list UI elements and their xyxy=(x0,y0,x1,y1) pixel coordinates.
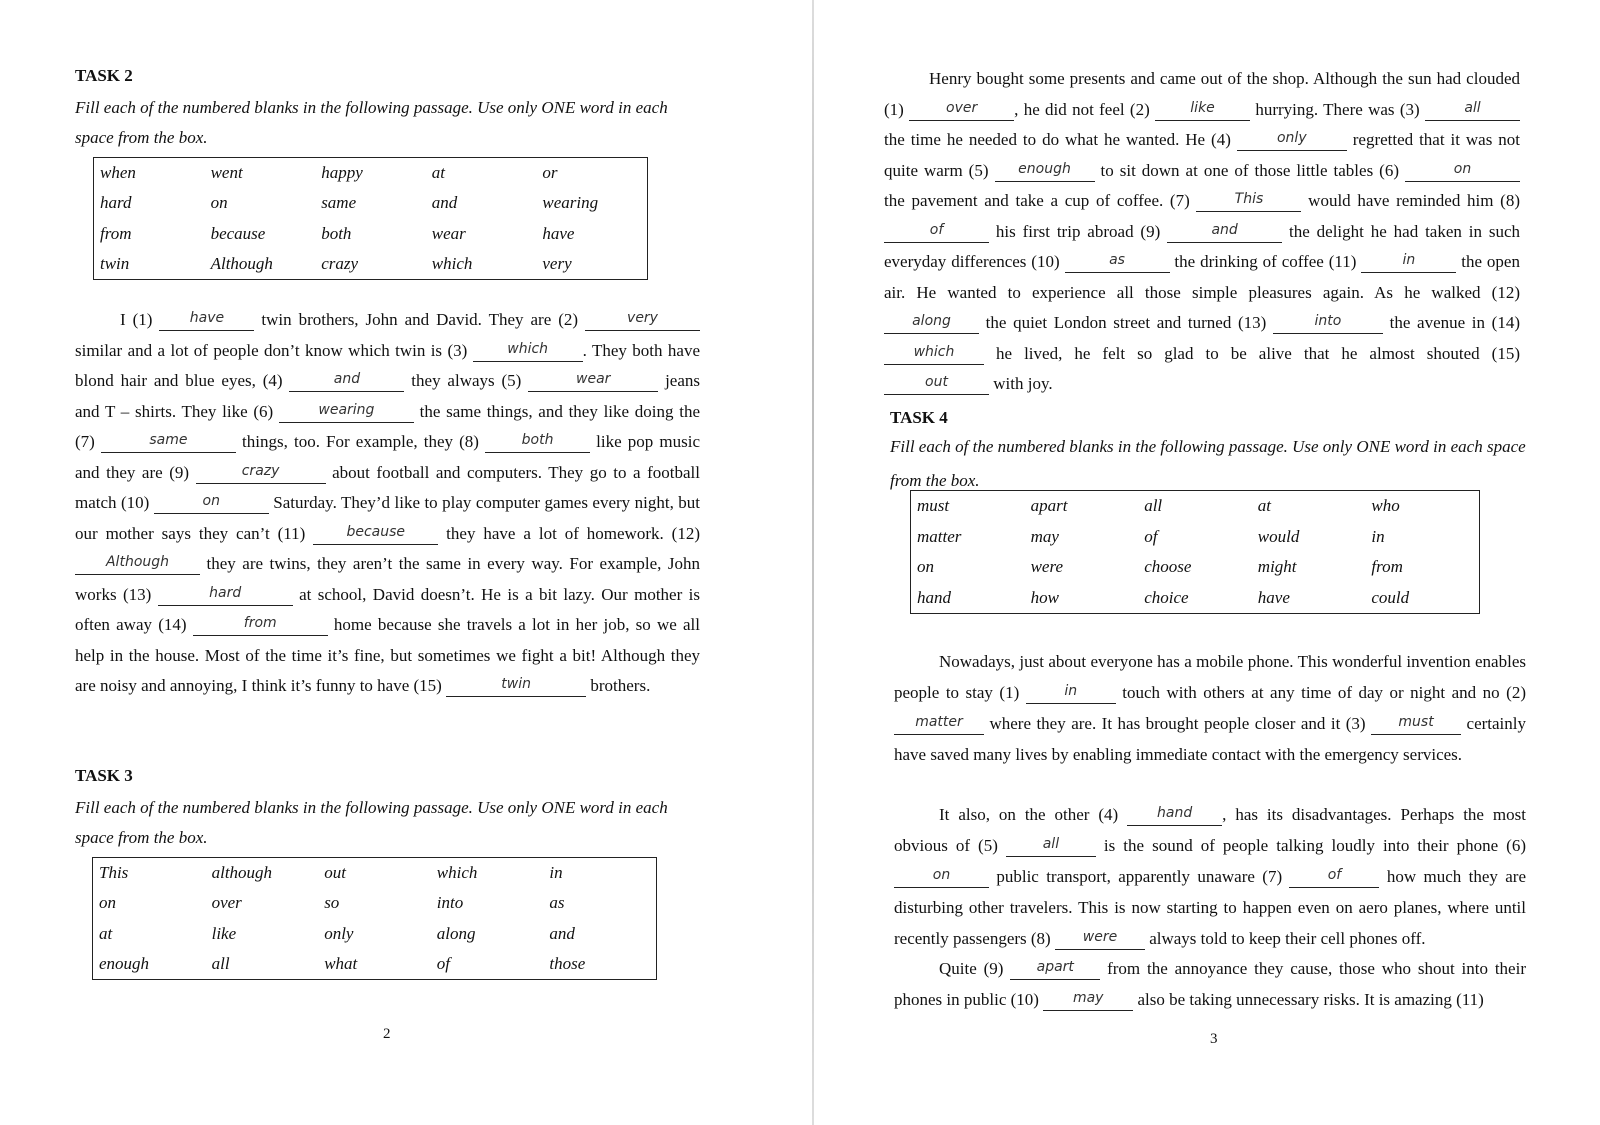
box-word: on xyxy=(99,893,116,913)
task3-title: TASK 3 xyxy=(75,766,133,785)
handwritten-answer: over xyxy=(946,99,978,116)
task3-passage: Henry bought some presents and came out of the shop. Although the sun had clouded (1) over , he did not feel (2) like hurrying. There was (3) all the time he needed to do what he wanted. He (4) only regretted that it was not quite warm (5) enough to sit down at one of those little tables (6) on the pavement and take a cup of coffee. (7) This would have reminded him (8) of his first trip abroad (9) and the delight he had taken in such everyday differences (10) as the drinking of coffee (11) in the open air. He wanted to experience all those simple pleasures again. As he walked (12) along the quiet London street and turned (13) into the avenue in (14) which he lived, he felt so glad to be alive that he almost shouted (15) out with joy. xyxy=(884,69,1521,393)
handwritten-answer: This xyxy=(1234,191,1264,207)
task2-title: TASK 2 xyxy=(75,66,133,85)
answer-blank[interactable] xyxy=(1006,836,1096,857)
answer-blank[interactable] xyxy=(894,867,989,888)
box-word: would xyxy=(1257,526,1300,546)
box-word: out xyxy=(324,863,346,883)
box-word: matter xyxy=(917,526,962,546)
answer-blank[interactable] xyxy=(473,341,583,362)
answer-blank[interactable] xyxy=(75,554,200,575)
box-word: because xyxy=(210,223,266,243)
handwritten-answer: wear xyxy=(576,371,611,387)
answer-blank[interactable] xyxy=(1405,161,1520,182)
handwritten-answer: crazy xyxy=(241,462,280,479)
book-fold xyxy=(812,0,814,1125)
answer-blank[interactable] xyxy=(313,524,438,545)
box-word: and xyxy=(549,923,575,943)
handwritten-answer: as xyxy=(1109,252,1125,268)
task3-word-box xyxy=(92,857,657,980)
box-word: although xyxy=(211,863,273,883)
answer-blank[interactable] xyxy=(196,463,326,484)
box-word: This xyxy=(99,863,129,883)
handwritten-answer: only xyxy=(1276,130,1307,146)
box-word: have xyxy=(542,223,575,243)
box-word: could xyxy=(1371,587,1410,607)
handwritten-answer: out xyxy=(925,374,948,390)
box-word: might xyxy=(1257,557,1297,577)
answer-blank[interactable] xyxy=(1425,100,1520,121)
box-word: wear xyxy=(431,223,466,243)
answer-blank[interactable] xyxy=(159,310,254,331)
task4-paragraph-3: Quite (9) apart from the annoyance they cause, those who shout into their phones in public (10) may also be taking unnecessary risks. It is amazing (11) xyxy=(894,959,1526,1009)
handwritten-answer: of xyxy=(1327,867,1342,883)
answer-blank[interactable] xyxy=(1167,222,1282,243)
task4-word-box xyxy=(910,490,1480,614)
handwritten-answer: and xyxy=(1211,221,1238,238)
handwritten-answer: apart xyxy=(1036,959,1074,975)
answer-blank[interactable] xyxy=(1361,252,1456,273)
answer-blank[interactable] xyxy=(884,344,984,365)
box-word: Although xyxy=(210,253,273,273)
answer-blank[interactable] xyxy=(585,310,700,331)
handwritten-answer: and xyxy=(333,371,361,387)
box-word: all xyxy=(211,953,230,973)
answer-blank[interactable] xyxy=(884,222,989,243)
answer-blank[interactable] xyxy=(193,615,328,636)
answer-blank[interactable] xyxy=(154,493,269,514)
answer-blank[interactable] xyxy=(1371,714,1461,735)
answer-blank[interactable] xyxy=(528,371,658,392)
box-word: must xyxy=(917,496,950,516)
box-word: into xyxy=(436,893,464,913)
answer-blank[interactable] xyxy=(158,585,293,606)
box-word: from xyxy=(100,223,132,243)
box-word: hand xyxy=(917,587,951,607)
handwritten-answer: twin xyxy=(501,676,531,692)
handwritten-answer: both xyxy=(521,432,554,448)
handwritten-answer: very xyxy=(627,310,658,326)
answer-blank[interactable] xyxy=(289,371,404,392)
box-word: have xyxy=(1257,587,1290,607)
handwritten-answer: in xyxy=(1064,683,1078,699)
handwritten-answer: which xyxy=(913,343,955,360)
box-word: from xyxy=(1371,557,1403,577)
box-word: both xyxy=(321,223,352,243)
page-right xyxy=(820,0,1600,1125)
answer-blank[interactable] xyxy=(1196,191,1301,212)
box-word: apart xyxy=(1030,496,1068,516)
box-word: like xyxy=(211,923,237,943)
handwritten-answer: wearing xyxy=(318,401,375,418)
box-word: of xyxy=(436,953,451,973)
box-word: of xyxy=(1144,526,1158,546)
answer-blank[interactable] xyxy=(1010,959,1100,980)
answer-blank[interactable] xyxy=(1289,867,1379,888)
answer-blank[interactable] xyxy=(1127,805,1222,826)
box-word: happy xyxy=(321,163,363,183)
box-word: same xyxy=(321,193,357,213)
handwritten-answer: of xyxy=(929,221,944,238)
answer-blank[interactable] xyxy=(894,714,984,735)
box-word: went xyxy=(210,163,243,183)
handwritten-answer: along xyxy=(912,313,951,329)
box-word: wearing xyxy=(542,193,599,213)
task4-instruction: Fill each of the numbered blanks in the following passage. Use only ONE word in each space from the box. xyxy=(890,437,1526,490)
task2-word-box xyxy=(93,157,648,280)
box-word: were xyxy=(1030,557,1064,577)
answer-blank[interactable] xyxy=(279,402,414,423)
box-word: enough xyxy=(99,953,150,973)
task4-paragraph-2: It also, on the other (4) hand , has its disadvantages. Perhaps the most obvious of (5) all is the sound of people talking loudly into their phone (6) on public transport, apparently unaware (7) of how much they are disturbing other travelers. This is now starting to happen even on aero planes, where until recently passengers (8) were always told to keep their cell phones off. xyxy=(894,805,1527,948)
answer-blank[interactable] xyxy=(446,676,586,697)
answer-blank[interactable] xyxy=(1155,100,1250,121)
box-word: how xyxy=(1030,587,1059,607)
handwritten-answer: from xyxy=(243,615,277,631)
box-word: so xyxy=(324,893,340,913)
handwritten-answer: enough xyxy=(1018,160,1071,177)
box-word: all xyxy=(1144,496,1163,516)
handwritten-answer: which xyxy=(507,340,549,357)
answer-blank[interactable] xyxy=(1043,990,1133,1011)
handwritten-answer: were xyxy=(1082,929,1118,945)
box-word: along xyxy=(436,923,476,943)
box-word: only xyxy=(324,923,354,943)
box-word: very xyxy=(542,253,572,273)
box-word: at xyxy=(1257,496,1272,516)
answer-blank[interactable] xyxy=(485,432,590,453)
box-word: at xyxy=(431,163,446,183)
task3-instruction: Fill each of the numbered blanks in the following passage. Use only ONE word in each space from the box. xyxy=(75,798,668,847)
handwritten-answer: on xyxy=(202,493,220,509)
box-word: hard xyxy=(100,193,132,213)
answer-blank[interactable] xyxy=(884,313,979,334)
handwritten-answer: have xyxy=(189,310,225,326)
handwritten-answer: like xyxy=(1190,99,1215,116)
box-word: may xyxy=(1030,526,1059,546)
box-word: over xyxy=(211,893,242,913)
box-word: or xyxy=(542,163,558,183)
handwritten-answer: same xyxy=(149,432,188,448)
answer-blank[interactable] xyxy=(909,100,1014,121)
box-word: in xyxy=(1371,526,1385,546)
answer-blank[interactable] xyxy=(1065,252,1170,273)
answer-blank[interactable] xyxy=(1237,130,1347,151)
box-word: choose xyxy=(1144,557,1192,577)
page-number-left: 2 xyxy=(383,1026,391,1042)
handwritten-answer: hand xyxy=(1157,805,1193,821)
handwritten-answer: may xyxy=(1072,990,1104,1006)
handwritten-answer: because xyxy=(346,523,406,540)
handwritten-answer: all xyxy=(1042,836,1060,852)
handwritten-answer: on xyxy=(932,867,951,883)
task2-instruction: Fill each of the numbered blanks in the following passage. Use only ONE word in each space from the box. xyxy=(75,98,668,147)
handwritten-answer: matter xyxy=(915,714,963,730)
box-word: crazy xyxy=(321,253,359,273)
answer-blank[interactable] xyxy=(995,161,1095,182)
answer-blank[interactable] xyxy=(884,374,989,395)
box-word: on xyxy=(210,193,228,213)
handwritten-answer: hard xyxy=(209,584,242,601)
box-word: those xyxy=(549,953,586,973)
task4-paragraph-1: Nowadays, just about everyone has a mobile phone. This wonderful invention enables people to stay (1) in touch with others at any time of day or night and no (2) matter where they are. It has brought people closer and it (3) must certainly have saved many lives by enabling immediate contact with the emergency services. xyxy=(894,652,1526,764)
box-word: when xyxy=(100,163,136,183)
task2-passage: I (1) have twin brothers, John and David. They are (2) very similar and a lot of people don’t know which twin is (3) which . They both have blond hair and blue eyes, (4) and they always (5) wear jeans and T – shirts. They like (6) wearing the same things, and they like doing the (7) same things, too. For example, they (8) both like pop music and they are (9) crazy about football and computers. They go to a football match (10) on Saturday. They’d like to play computer games every night, but our mother says they can’t (11) because they have a lot of homework. (12) Although they are twins, they aren’t the same in every way. For example, John works (13) hard at school, David doesn’t. He is a bit lazy. Our mother is often away (14) from home because she travels a lot in her job, so we all help in the house. Most of the time it’s fine, but sometimes we fight a bit! Although they are noisy and annoying, I think it’s funny to have (15) twin brothers. xyxy=(75,310,701,695)
handwritten-answer: into xyxy=(1314,313,1342,329)
box-word: twin xyxy=(100,253,130,273)
box-word: as xyxy=(549,893,565,913)
answer-blank[interactable] xyxy=(1026,683,1116,704)
handwritten-answer: all xyxy=(1464,99,1481,116)
task4-title: TASK 4 xyxy=(890,408,948,427)
box-word: which xyxy=(436,863,478,883)
box-word: in xyxy=(549,863,563,883)
box-word: and xyxy=(431,193,458,213)
box-word: choice xyxy=(1144,587,1189,607)
handwritten-answer: in xyxy=(1402,252,1416,268)
handwritten-answer: on xyxy=(1453,160,1472,177)
box-word: which xyxy=(431,253,473,273)
page-number-right: 3 xyxy=(1210,1031,1218,1047)
answer-blank[interactable] xyxy=(1273,313,1383,334)
box-word: at xyxy=(99,923,113,943)
answer-blank[interactable] xyxy=(101,432,236,453)
handwritten-answer: Although xyxy=(105,554,170,570)
handwritten-answer: must xyxy=(1398,714,1434,730)
box-word: what xyxy=(324,953,358,973)
answer-blank[interactable] xyxy=(1055,929,1145,950)
box-word: on xyxy=(917,557,934,577)
box-word: who xyxy=(1371,496,1400,516)
